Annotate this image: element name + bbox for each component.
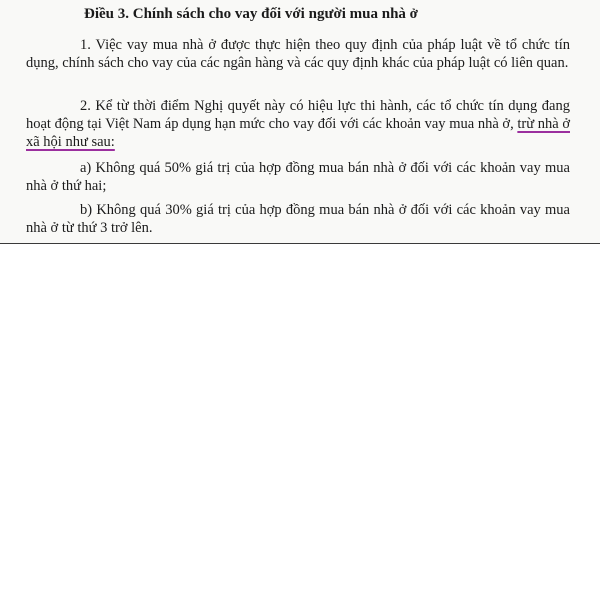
clause-2 [26, 97, 570, 151]
item-a: a) Không quá 50% giá trị của hợp đồng mua bán nhà ở đối với các khoản vay mua nhà ở thứ hai; [26, 160, 570, 194]
article-heading: Điều 3. Chính sách cho vay đối với người mua nhà ở [84, 6, 418, 22]
clause-2-text: 2. Kể từ thời điểm Nghị quyết này có hiệu lực thi hành, các tổ chức tín dụng đang hoạt động tại Việt Nam áp dụng hạn mức cho vay đối với các khoản vay mua nhà ở, [26, 98, 570, 132]
handwritten-underline-text: trừ nhà ở xã hội như sau: [26, 116, 570, 150]
item-b: b) Không quá 30% giá trị của hợp đồng mua bán nhà ở đối với các khoản vay mua nhà ở từ thứ 3 trở lên. [26, 202, 570, 236]
document-excerpt [0, 0, 600, 244]
clause-1: 1. Việc vay mua nhà ở được thực hiện theo quy định của pháp luật về tổ chức tín dụng, chính sách cho vay của các ngân hàng và các quy định khác của pháp luật có liên quan. [26, 37, 570, 71]
